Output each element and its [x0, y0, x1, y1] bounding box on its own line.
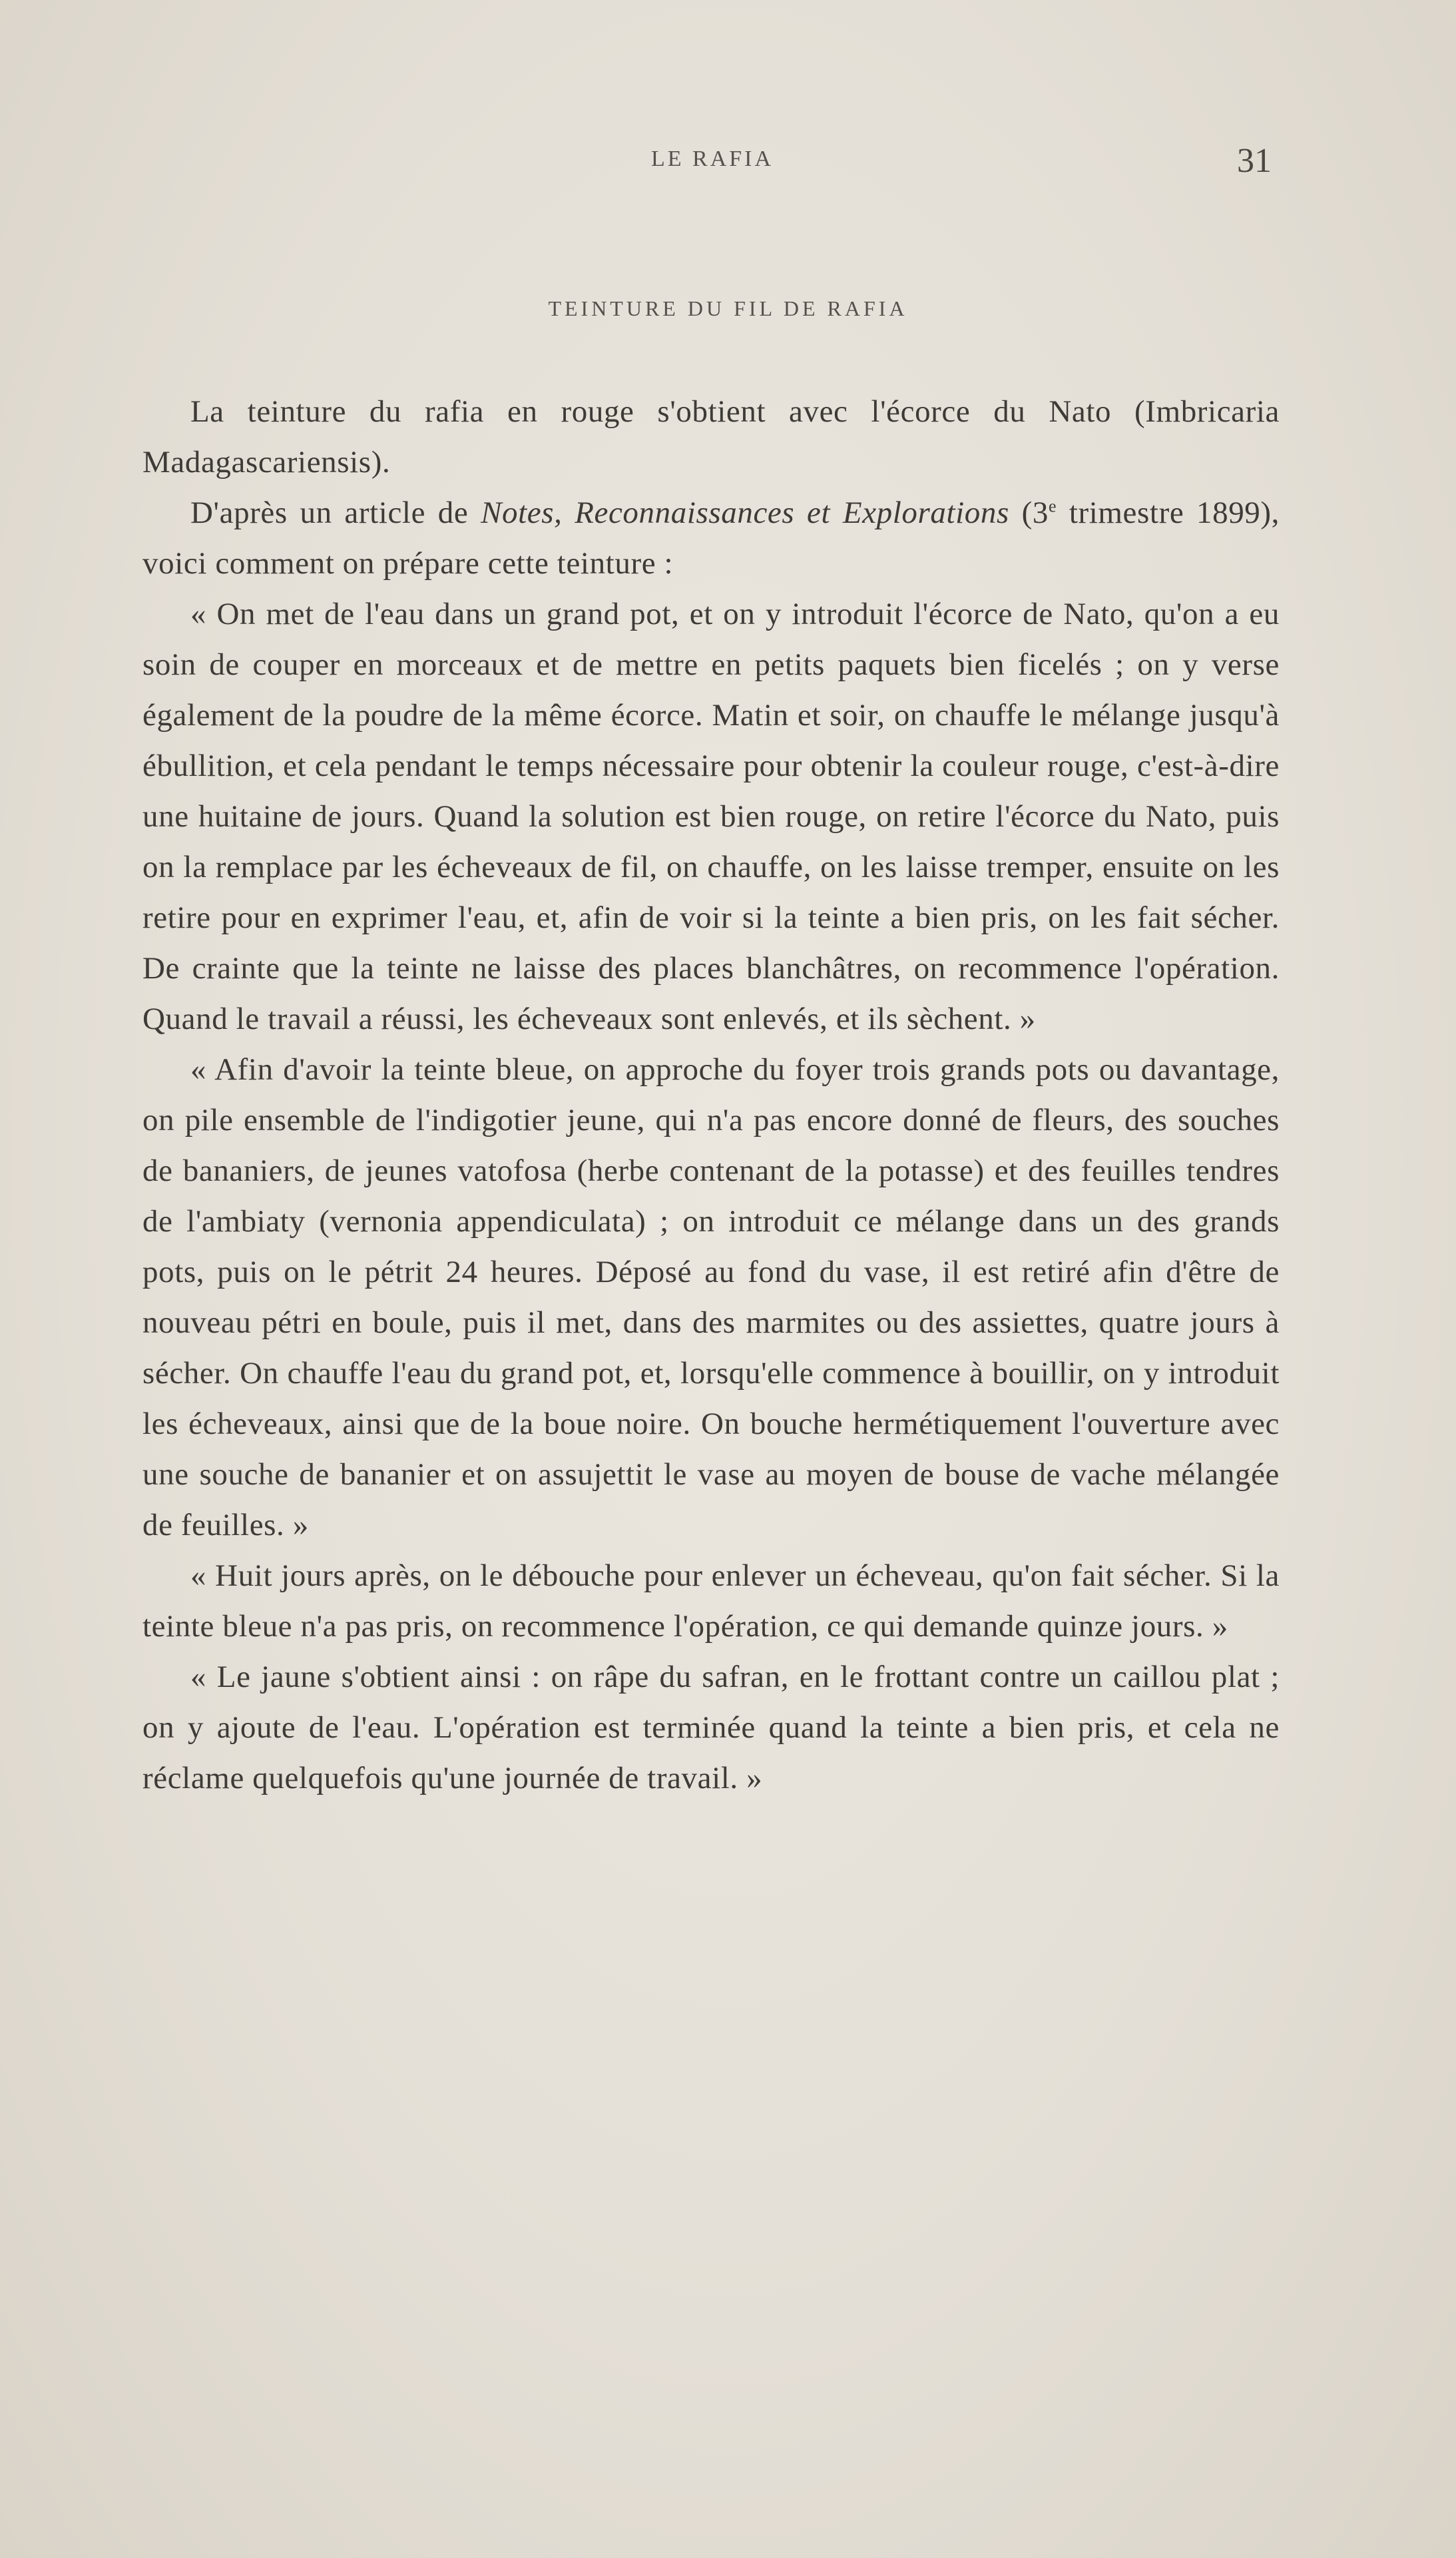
page-number: 31: [1237, 142, 1272, 180]
section-title: TEINTURE DU FIL DE RAFIA: [548, 296, 908, 320]
journal-title: Notes, Reconnaissances et Explorations: [481, 495, 1009, 530]
paragraph-2: [142, 487, 1280, 589]
running-head: [0, 141, 1456, 188]
paragraph-2-intro: D'après un article de: [190, 495, 481, 530]
body-text: [142, 386, 1280, 1803]
paragraph-2-rest: trimestre 1899), voici comment on prépare cette teinture :: [142, 495, 1280, 581]
paragraph-5: « Huit jours après, on le débouche pour enlever un écheveau, qu'on fait sécher. Si la teinte bleue n'a pas pris, on recommence l'opération, ce qui demande quinze jours. »: [142, 1558, 1280, 1644]
paragraph-4: « Afin d'avoir la teinte bleue, on approche du foyer trois grands pots ou davantage, on pile ensemble de l'indigotier jeune, qui n'a pas encore donné de fleurs, des souches de bananiers, de jeunes vatofosa (herbe contenant de la potasse) et des feuilles tendres de l'ambiaty (vernonia appendiculata) ; on introduit ce mélange dans un des grands pots, puis on le pétrit 24 heures. Déposé au fond du vase, il est retiré afin d'être de nouveau pétri en boule, puis il met, dans des marmites ou des assiettes, quatre jours à sécher. On chauffe l'eau du grand pot, et, lorsqu'elle commence à bouillir, on y introduit les écheveaux, ainsi que de la boue noire. On bouche hermétiquement l'ouverture avec une souche de bananier et on assujettit le vase au moyen de bouse de vache mélangée de feuilles. »: [142, 1052, 1280, 1542]
running-title: LE RAFIA: [651, 147, 774, 171]
paragraph-1: La teinture du rafia en rouge s'obtient avec l'écorce du Nato (Imbricaria Madagascariensis).: [142, 394, 1280, 480]
ordinal-superscript: e: [1048, 496, 1057, 516]
paragraph-6: « Le jaune s'obtient ainsi : on râpe du safran, en le frottant contre un caillou plat ; on y ajoute de l'eau. L'opération est terminée quand la teinte a bien pris, et cela ne réclame quelquefois qu'une journée de travail. »: [142, 1660, 1280, 1795]
paragraph-2-paren: (3: [1009, 495, 1049, 530]
paragraph-3: « On met de l'eau dans un grand pot, et on y introduit l'écorce de Nato, qu'on a eu soin de couper en morceaux et de mettre en petits paquets bien ficelés ; on y verse également de la poudre de la même écorce. Matin et soir, on chauffe le mélange jusqu'à ébullition, et cela pendant le temps nécessaire pour obtenir la couleur rouge, c'est-à-dire une huitaine de jours. Quand la solution est bien rouge, on retire l'écorce du Nato, puis on la remplace par les écheveaux de fil, on chauffe, on les laisse tremper, ensuite on les retire pour en exprimer l'eau, et, afin de voir si la teinte a bien pris, on les fait sécher. De crainte que la teinte ne laisse des places blanchâtres, on recommence l'opération. Quand le travail a réussi, les écheveaux sont enlevés, et ils sèchent. »: [142, 597, 1280, 1036]
